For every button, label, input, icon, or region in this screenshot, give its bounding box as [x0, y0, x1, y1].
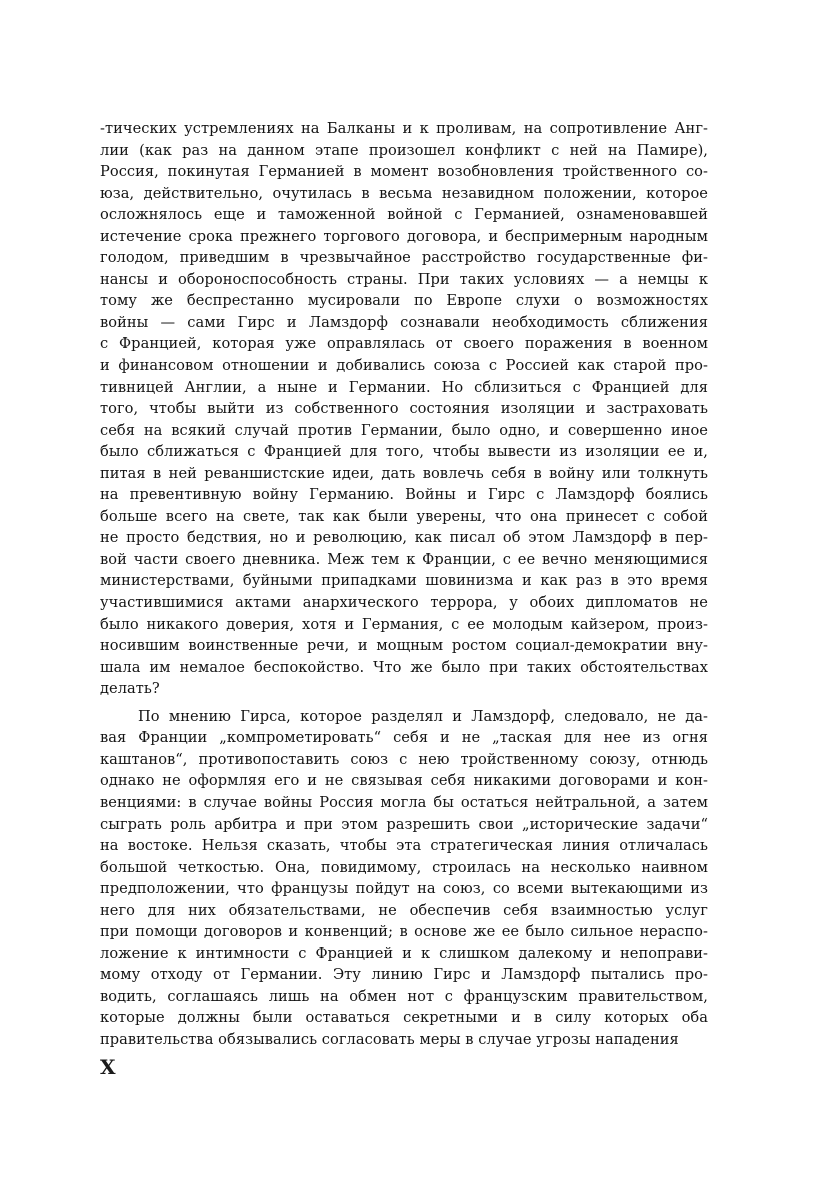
- text-line: юза, действительно, очутилась в весьма незавидном положении, которое: [100, 184, 708, 202]
- text-line: носившим воинственные речи, и мощным ростом социал-демократии вну-: [100, 637, 708, 655]
- paragraph-1: [100, 118, 708, 700]
- text-line: тому же беспрестанно мусировали по Европе слухи о возможностях: [100, 292, 708, 310]
- text-line: правительства обязывались согласовать меры в случае угрозы нападения: [100, 1030, 679, 1048]
- text-line: венциями: в случае войны Россия могла бы остаться нейтральной, а затем: [100, 793, 708, 811]
- page-number: X: [100, 1055, 116, 1079]
- text-line: По мнению Гирса, которое разделял и Ламздорф, следовало, не да-: [138, 707, 708, 725]
- body-text: [100, 118, 708, 1051]
- text-line: питая в ней реваншистские идеи, дать вовлечь себя в войну или толкнуть: [100, 464, 708, 482]
- paragraph-2: [100, 706, 708, 1051]
- text-line: было сближаться с Францией для того, чтобы вывести из изоляции ее и,: [100, 443, 708, 461]
- text-line: Россия, покинутая Германией в момент возобновления тройственного со-: [100, 163, 708, 181]
- text-line: было никакого доверия, хотя и Германия, с ее молодым кайзером, произ-: [100, 615, 708, 633]
- text-line: себя на всякий случай против Германии, было одно, и совершенно иное: [100, 421, 708, 439]
- text-line: тивницей Англии, а ныне и Германии. Но сблизиться с Францией для: [100, 378, 708, 396]
- text-line: осложнялось еще и таможенной войной с Германией, ознаменовавшей: [100, 206, 708, 224]
- text-line: каштанов“, противопоставить союз с нею тройственному союзу, отнюдь: [100, 750, 708, 768]
- text-line: шала им немалое беспокойство. Что же было при таких обстоятельствах: [100, 658, 708, 676]
- text-line: голодом, приведшим в чрезвычайное расстройство государственные фи-: [100, 249, 708, 267]
- text-line: и финансовом отношении и добивались союза с Россией как старой про-: [100, 357, 708, 375]
- text-line: вой части своего дневника. Меж тем к Франции, с ее вечно меняющимися: [100, 550, 708, 568]
- text-line: на востоке. Нельзя сказать, чтобы эта стратегическая линия отличалась: [100, 837, 708, 855]
- text-line: сыграть роль арбитра и при этом разрешить свои „исторические задачи“: [100, 815, 708, 833]
- text-line: водить, соглашаясь лишь на обмен нот с французским правительством,: [100, 987, 708, 1005]
- text-line: нансы и обороноспособность страны. При таких условиях — а немцы к: [100, 270, 708, 288]
- text-line: не просто бедствия, но и революцию, как писал об этом Ламздорф в пер-: [100, 529, 708, 547]
- text-line: участившимися актами анархического террора, у обоих дипломатов не: [100, 594, 708, 612]
- text-line: того, чтобы выйти из собственного состояния изоляции и застраховать: [100, 400, 708, 418]
- text-line: с Францией, которая уже оправлялась от своего поражения в военном: [100, 335, 708, 353]
- text-line: на превентивную войну Германию. Войны и Гирс с Ламздорф боялись: [100, 486, 708, 504]
- text-line: больше всего на свете, так как были уверены, что она принесет с собой: [100, 507, 708, 525]
- text-line: лии (как раз на данном этапе произошел конфликт с ней на Памире),: [100, 141, 708, 159]
- text-line: мому отходу от Германии. Эту линию Гирс и Ламздорф пытались про-: [100, 966, 708, 984]
- text-line: вая Франции „компрометировать“ себя и не „таская для нее из огня: [100, 729, 708, 747]
- text-line: ложение к интимности с Францией и к слишком далекому и непоправи-: [100, 944, 708, 962]
- text-line: -тических устремлениях на Балканы и к проливам, на сопротивление Анг-: [100, 120, 708, 137]
- text-line: министерствами, буйными припадками шовинизма и как раз в это время: [100, 572, 708, 590]
- text-line: при помощи договоров и конвенций; в основе же ее было сильное нераспо-: [100, 923, 708, 941]
- text-line: истечение срока прежнего торгового договора, и беспримерным народным: [100, 227, 708, 245]
- text-line: однако не оформляя его и не связывая себя никакими договорами и кон-: [100, 772, 708, 790]
- text-line: делать?: [100, 680, 160, 698]
- text-line: предположении, что французы пойдут на союз, со всеми вытекающими из: [100, 880, 708, 898]
- text-line: большой четкостью. Она, повидимому, строилась на несколько наивном: [100, 858, 708, 876]
- text-line: которые должны были оставаться секретными и в силу которых оба: [100, 1009, 708, 1027]
- text-line: него для них обязательствами, не обеспечив себя взаимностью услуг: [100, 901, 708, 919]
- text-line: войны — сами Гирс и Ламздорф сознавали необходимость сближения: [100, 313, 708, 331]
